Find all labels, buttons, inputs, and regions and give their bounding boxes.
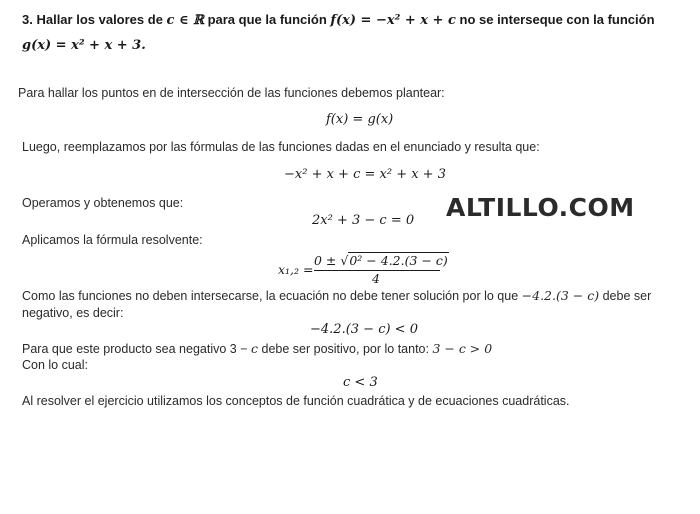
- formula-numerator: [314, 252, 449, 268]
- paragraph-1: Para hallar los puntos en de intersección de las funciones debemos plantear:: [18, 86, 445, 100]
- formula-radicand: 0² − 4.2.(3 − c): [349, 253, 448, 268]
- paragraph-3: Operamos y obtenemos que:: [22, 196, 184, 210]
- formula-lhs: x₁,₂ =: [278, 262, 314, 277]
- equation-6: c < 3: [343, 375, 378, 390]
- equation-1: f(x) = g(x): [326, 112, 394, 127]
- formula-denominator: 4: [372, 271, 380, 286]
- paragraph-6: [22, 341, 492, 357]
- paragraph-8: Al resolver el ejercicio utilizamos los conceptos de función cuadrática y de ecuaciones cuadráticas.: [22, 394, 570, 408]
- paragraph-4: Aplicamos la fórmula resolvente:: [22, 233, 203, 247]
- paragraph-5-text-a: Como las funciones no deben intersecarse, la ecuación no debe tener solución por lo que: [22, 289, 519, 303]
- formula-numerator-prefix: 0 ±: [314, 253, 337, 268]
- problem-number: 3.: [22, 12, 33, 27]
- paragraph-5-text-b: debe ser: [602, 289, 652, 303]
- paragraph-2: Luego, reemplazamos por las fórmulas de las funciones dadas en el enunciado y resulta que:: [22, 140, 540, 154]
- equation-5: −4.2.(3 − c) < 0: [310, 322, 418, 337]
- problem-tail: no se interseque con la función: [459, 12, 655, 27]
- problem-set: c ∈ ℝ: [166, 13, 204, 28]
- paragraph-5: [22, 288, 651, 304]
- function-f-definition: f(x) = −x² + x + c: [330, 13, 456, 28]
- paragraph-7: Con lo cual:: [22, 358, 89, 372]
- problem-middle: para que la función: [207, 12, 327, 27]
- paragraph-6-text-b: debe ser positivo, por lo tanto:: [261, 342, 429, 356]
- problem-lead: Hallar los valores de: [36, 12, 163, 27]
- paragraph-5-continued: negativo, es decir:: [22, 306, 124, 320]
- watermark-logo: ALTILLO.COM: [446, 193, 635, 222]
- function-g-definition: g(x) = x² + x + 3.: [22, 38, 146, 53]
- equation-3: 2x² + 3 − c = 0: [312, 213, 415, 228]
- paragraph-5-expression: −4.2.(3 − c): [521, 288, 600, 303]
- equation-2: −x² + x + c = x² + x + 3: [284, 167, 446, 182]
- sqrt-symbol: √: [340, 253, 349, 268]
- problem-statement: [22, 8, 682, 58]
- paragraph-6-text-a: Para que este producto sea negativo 3 −: [22, 342, 248, 356]
- paragraph-6-variable: c: [251, 341, 259, 356]
- paragraph-6-expression: 3 − c > 0: [432, 341, 493, 356]
